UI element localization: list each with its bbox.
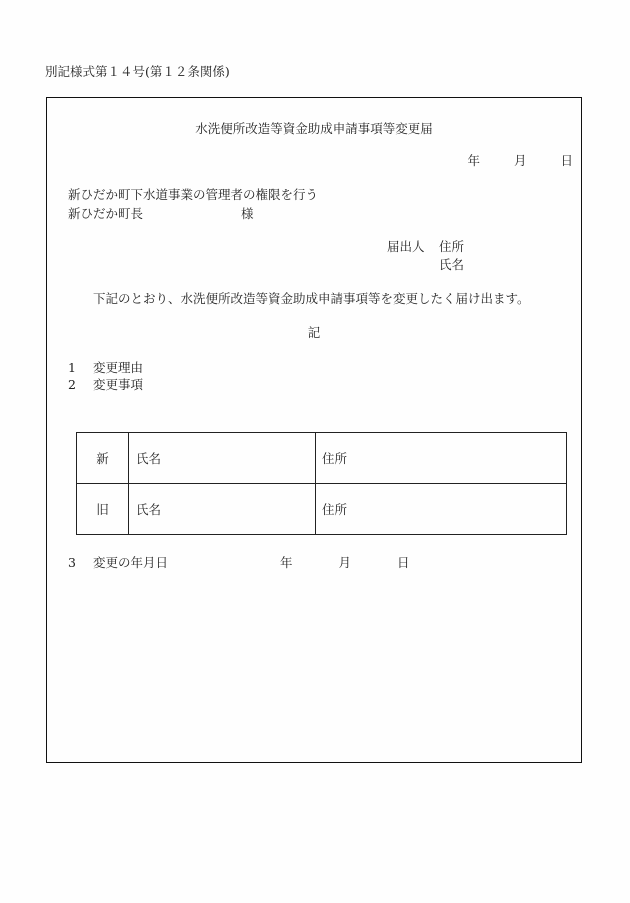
change-date-line <box>280 555 410 571</box>
name-field-old[interactable]: 氏名 <box>129 484 316 535</box>
item-label: 変更理由 <box>93 360 144 375</box>
form-frame <box>46 97 582 763</box>
submission-date-line <box>467 153 573 169</box>
address-field-old[interactable]: 住所 <box>316 484 567 535</box>
table-row-old <box>77 484 567 535</box>
item-label: 変更事項 <box>93 377 144 392</box>
recipient-honorific: 様 <box>241 206 254 221</box>
date-day-label: 日 <box>560 153 573 168</box>
date-year-label: 年 <box>467 153 480 168</box>
applicant-label: 届出人 <box>387 239 425 254</box>
change-day-label: 日 <box>397 555 410 570</box>
applicant-name-label: 氏名 <box>439 257 465 272</box>
recipient-line-1: 新ひだか町下水道事業の管理者の権限を行う <box>68 187 319 202</box>
form-reference: 別記様式第１４号(第１２条関係) <box>45 64 230 79</box>
address-field-new[interactable]: 住所 <box>316 433 567 484</box>
item-change-reason <box>68 360 143 376</box>
change-year-label: 年 <box>280 555 293 570</box>
item-change-date <box>68 555 168 571</box>
row-kind-new: 新 <box>77 433 129 484</box>
change-table <box>76 432 567 535</box>
item-change-matters <box>68 377 143 393</box>
row-kind-old: 旧 <box>77 484 129 535</box>
statement-text: 下記のとおり、水洗便所改造等資金助成申請事項等を変更したく届け出ます。 <box>93 291 530 306</box>
item-number: 2 <box>68 377 76 392</box>
change-month-label: 月 <box>338 555 352 570</box>
form-title: 水洗便所改造等資金助成申請事項等変更届 <box>195 121 433 136</box>
recipient-line-2: 新ひだか町長 <box>68 206 144 221</box>
applicant-address-label: 住所 <box>439 239 465 254</box>
item-number: 3 <box>68 555 76 570</box>
item-label: 変更の年月日 <box>93 555 169 570</box>
ki-heading: 記 <box>307 325 321 340</box>
item-number: 1 <box>68 360 76 375</box>
table-row-new <box>77 433 567 484</box>
date-month-label: 月 <box>513 153 527 168</box>
name-field-new[interactable]: 氏名 <box>129 433 316 484</box>
